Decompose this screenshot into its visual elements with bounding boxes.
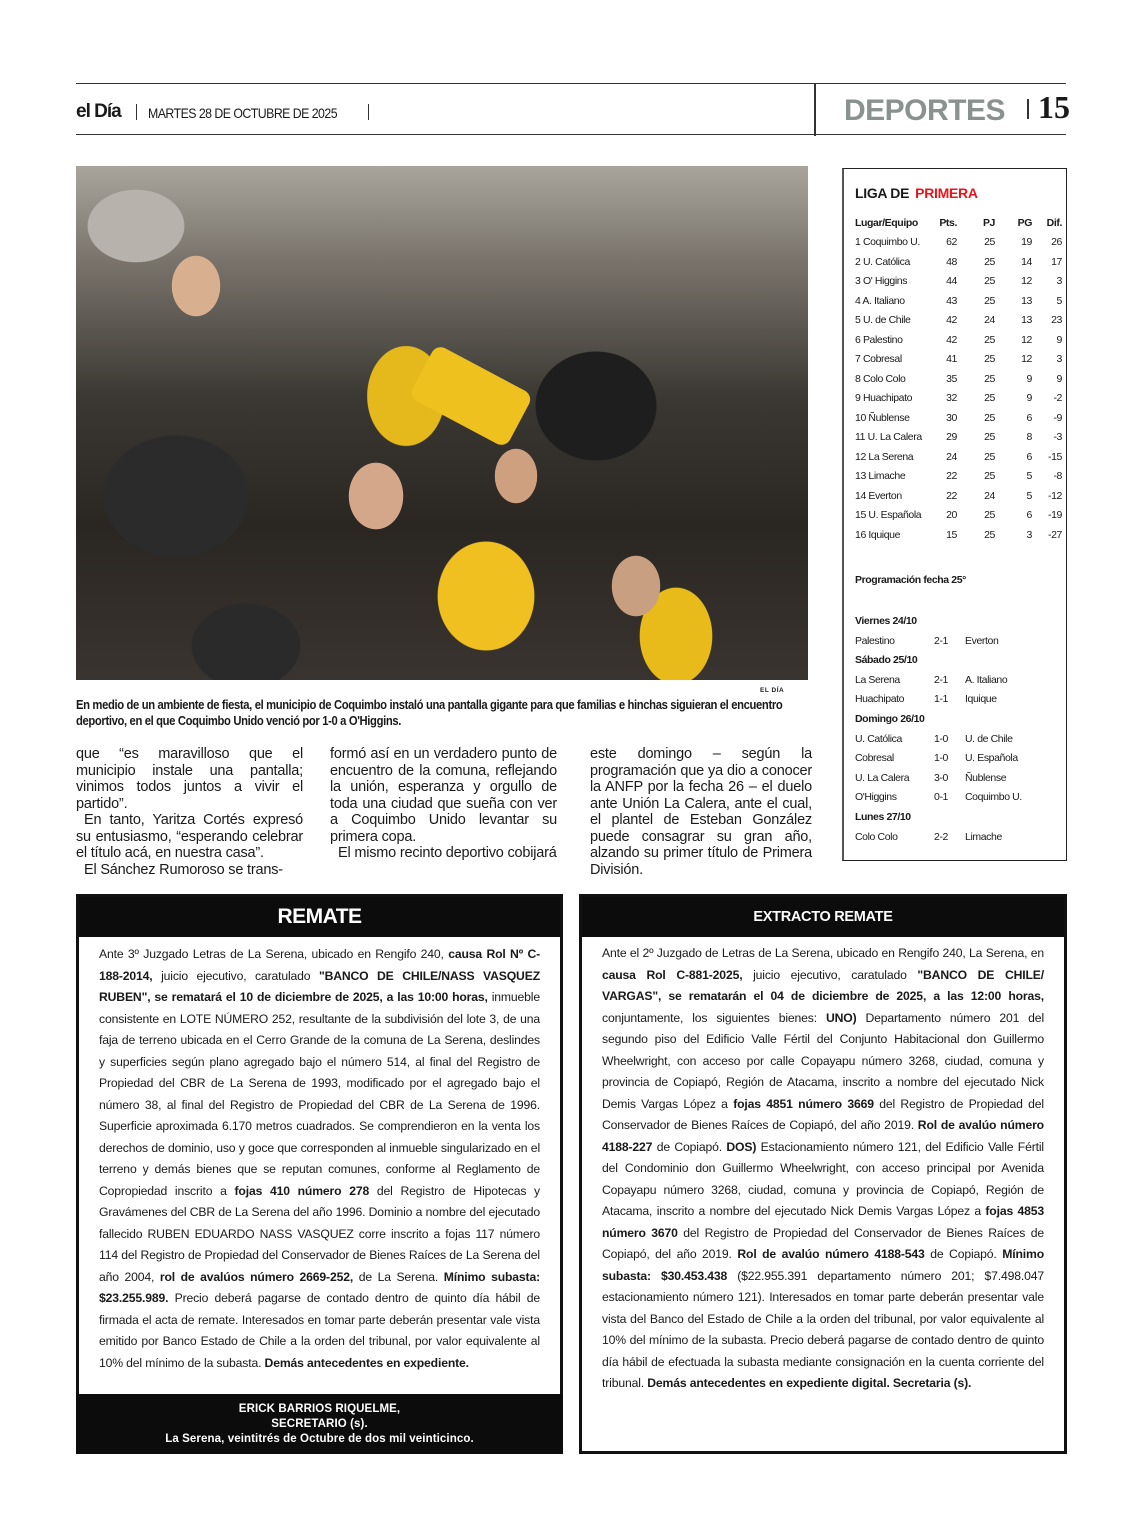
fixture-away: A. Italiano <box>965 673 1008 686</box>
text: conjuntamente, los siguientes bienes: <box>602 1010 826 1025</box>
paragraph: El Sánchez Rumoroso se trans- <box>84 861 283 878</box>
cell-team: 9 Huachipato <box>855 392 913 405</box>
fixture-home: Cobresal <box>855 752 894 765</box>
cell-pts: 42 <box>946 333 957 346</box>
cell-team: 7 Cobresal <box>855 353 902 366</box>
fixture-row <box>855 690 1055 710</box>
cell-pts: 15 <box>946 528 957 541</box>
fixture-score: 0-1 <box>934 791 948 804</box>
page-number: 15 <box>1038 89 1070 125</box>
cell-pts: 29 <box>946 431 957 444</box>
text: del Registro de Propiedad del Conservador de Bienes Raíces de Copiapó, del año 2019. <box>602 1225 1044 1261</box>
fixture-row <box>855 788 1055 808</box>
cell-pts: 30 <box>946 411 957 424</box>
cell-pts: 42 <box>946 314 957 327</box>
newspaper-logo: el Día <box>76 101 121 122</box>
fixture-away: Coquimbo U. <box>965 791 1022 804</box>
cell-pj: 25 <box>984 450 995 463</box>
cell-pg: 19 <box>1021 236 1032 249</box>
text: Ante el 2º Juzgado de Letras de La Serena, ubicado en Rengifo 240, La Serena, en <box>602 946 1044 960</box>
text: juicio ejecutivo, caratulado <box>152 968 319 983</box>
paragraph: este domingo – según la programación que ya dio a conocer la ANFP por la fecha 26 – el duelo ante Unión La Calera, ante el cual, el plantel de Esteban González puede consagrar su gran año, alzando su primer título de Primera División. <box>590 746 812 878</box>
cell-pts: 24 <box>946 450 957 463</box>
cell-dif: 26 <box>1051 236 1062 249</box>
table-row <box>855 311 1062 331</box>
standings-table <box>855 213 1062 545</box>
notice-title: REMATE <box>79 897 560 937</box>
fixture-home: U. Católica <box>855 732 902 745</box>
bold-text: fojas 4851 número 3669 <box>733 1096 874 1111</box>
cell-pj: 24 <box>984 314 995 327</box>
column-header: Dif. <box>1046 216 1062 229</box>
fixture-row <box>855 671 1055 691</box>
fixture-home: La Serena <box>855 673 900 686</box>
cell-dif: 17 <box>1051 255 1062 268</box>
table-header-row <box>855 213 1062 233</box>
fixture-home: Colo Colo <box>855 830 898 843</box>
cell-pts: 32 <box>946 392 957 405</box>
paragraph: En tanto, Yaritza Cortés expresó su entusiasmo, “esperando celebrar el título acá, en nuestra casa”. <box>76 812 303 861</box>
column-header: Pts. <box>939 216 957 229</box>
photo-credit: EL DÍA <box>760 687 785 694</box>
cell-team: 13 Limache <box>855 470 906 483</box>
fixture-row <box>855 828 1055 848</box>
table-row <box>855 408 1062 428</box>
cell-dif: 9 <box>1056 333 1062 346</box>
cell-pg: 6 <box>1026 450 1032 463</box>
table-row <box>855 330 1062 350</box>
article-column-3 <box>590 746 812 878</box>
fixture-score: 1-0 <box>934 732 948 745</box>
cell-dif: -19 <box>1048 509 1062 522</box>
cell-team: 8 Colo Colo <box>855 372 906 385</box>
text: del Registro de Propiedad del Conservador de Bienes Raíces de Copiapó, del año 2019. <box>602 1096 1044 1132</box>
fixture-score: 1-1 <box>934 693 948 706</box>
bold-text: Rol de avalúo número 4188-227 <box>602 1118 1044 1154</box>
text: Departamento número 201 del segundo piso del Edificio Valle Fértil del Conjunto Habitacional don Guillermo Wheelwright, con acceso por calle Copayapu número 3268, ciudad, comuna y provincia de Copiapó, Región de Atacama, inscrito a nombre del ejecutado Nick Demis Vargas López a <box>602 1010 1044 1111</box>
cell-dif: -9 <box>1053 411 1062 424</box>
table-row <box>855 233 1062 253</box>
fixture-home: Palestino <box>855 634 895 647</box>
text: juicio ejecutivo, caratulado <box>742 967 918 982</box>
table-row <box>855 369 1062 389</box>
cell-team: 14 Everton <box>855 489 902 502</box>
cell-pts: 22 <box>946 489 957 502</box>
divider <box>814 84 816 136</box>
text: de Copiapó. <box>652 1139 727 1154</box>
text: Ante 3º Juzgado Letras de La Serena, ubicado en Rengifo 240, <box>99 947 449 961</box>
cell-team: 6 Palestino <box>855 333 903 346</box>
programming-title: Programación fecha 25° <box>855 574 966 586</box>
bold-text: Mínimo subasta: $23.255.989. <box>99 1269 541 1305</box>
cell-pj: 25 <box>984 255 995 268</box>
cell-pj: 25 <box>984 392 995 405</box>
cell-pts: 20 <box>946 509 957 522</box>
cell-team: 12 La Serena <box>855 450 914 463</box>
cell-pj: 25 <box>984 275 995 288</box>
table-row <box>855 272 1062 292</box>
cell-pts: 22 <box>946 470 957 483</box>
bold-text: "BANCO DE CHILE/NASS VASQUEZ RUBEN", se rematará el 10 de diciembre de 2025, a las 10:00 horas, <box>99 968 540 1004</box>
cell-pts: 35 <box>946 372 957 385</box>
column-header: PG <box>1017 216 1032 229</box>
fixture-score: 3-0 <box>934 771 948 784</box>
fixture-score: 2-1 <box>934 634 948 647</box>
notice-title: EXTRACTO REMATE <box>582 897 1064 937</box>
page-header <box>76 83 1070 135</box>
signature-name: ERICK BARRIOS RIQUELME, <box>238 1403 401 1415</box>
cell-pg: 6 <box>1026 411 1032 424</box>
yellow-flag-shape <box>408 344 533 449</box>
text: de Copiapó. <box>924 1247 1003 1261</box>
paragraph: formó así en un verdadero punto de encuentro de la comuna, reflejando la unión, esperanza y orgullo de toda una ciudad que sueña con ver a Coquimbo Unido levantar su primera copa. <box>330 746 557 845</box>
fixture-away: U. Española <box>965 752 1018 765</box>
fixture-away: Limache <box>965 830 1002 843</box>
cell-pg: 5 <box>1026 489 1032 502</box>
cell-dif: -27 <box>1048 528 1062 541</box>
table-row <box>855 525 1062 545</box>
fixture-day: Viernes 24/10 <box>855 615 917 627</box>
cell-dif: -2 <box>1053 392 1062 405</box>
bold-text: DOS) <box>726 1139 757 1154</box>
table-row <box>855 350 1062 370</box>
cell-pg: 8 <box>1026 431 1032 444</box>
cell-pts: 48 <box>946 255 957 268</box>
bold-text: "BANCO DE CHILE/ VARGAS", se rematarán el 04 de diciembre de 2025, a las 12:00 horas, <box>602 967 1044 1003</box>
fixture-away: Ñublense <box>965 771 1007 784</box>
table-row <box>855 486 1062 506</box>
cell-pj: 25 <box>984 431 995 444</box>
cell-dif: 9 <box>1056 372 1062 385</box>
cell-dif: -8 <box>1053 470 1062 483</box>
notice-signature <box>76 1394 563 1454</box>
auction-notice <box>76 894 563 1454</box>
cell-dif: 23 <box>1051 314 1062 327</box>
cell-pj: 25 <box>984 470 995 483</box>
cell-pg: 9 <box>1026 372 1032 385</box>
fixture-away: Everton <box>965 634 999 647</box>
table-row <box>855 428 1062 448</box>
article-column-1 <box>76 746 303 878</box>
cell-pj: 25 <box>984 528 995 541</box>
cell-team: 16 Iquique <box>855 528 901 541</box>
cell-pj: 25 <box>984 372 995 385</box>
cell-dif: -15 <box>1048 450 1062 463</box>
fixtures-list <box>855 612 1055 847</box>
bold-text: causa Rol Nº C-188-2014, <box>99 947 540 983</box>
cell-pj: 25 <box>984 294 995 307</box>
bold-text: UNO) <box>825 1010 857 1025</box>
fixture-day: Sábado 25/10 <box>855 654 918 667</box>
cell-pg: 12 <box>1021 275 1032 288</box>
cell-pj: 25 <box>984 333 995 346</box>
cell-pg: 3 <box>1026 528 1032 541</box>
cell-pj: 25 <box>984 236 995 249</box>
standings-title <box>855 185 978 201</box>
signature-place-date: La Serena, veintitrés de Octubre de dos mil veinticinco. <box>165 1433 474 1445</box>
cell-team: 3 O' Higgins <box>855 275 908 288</box>
fixture-away: Iquique <box>965 693 997 706</box>
cell-dif: 5 <box>1056 294 1062 307</box>
notice-body <box>582 937 1064 1395</box>
cell-pts: 41 <box>946 353 957 366</box>
fixture-score: 2-2 <box>934 830 948 843</box>
divider <box>368 104 369 120</box>
fixture-row <box>855 730 1055 750</box>
table-row <box>855 389 1062 409</box>
cell-team: 1 Coquimbo U. <box>855 236 920 249</box>
cell-pts: 62 <box>946 236 957 249</box>
fixture-score: 2-1 <box>934 673 948 686</box>
issue-date: MARTES 28 DE OCTUBRE DE 2025 <box>148 105 338 121</box>
standings-title-text: LIGA DE <box>855 185 910 201</box>
text: inmueble consistente en LOTE NÚMERO 252, resultante de la subdivisión del lote 3, de una faja de terreno ubicada en el Cerro Grande de la comuna de La Serena, deslindes y superficies según plano agregado bajo el número 514, al final del Registro de Propiedad del CBR de La Serena de 1993, modificado por el agregado bajo el número 38, al final del Registro de Propiedad del CBR de La Serena de 1996. Superficie aproximada 6.170 metros cuadrados. Se comprendieron en la venta los derechos de dominio, uso y goce que corresponden al inmueble singularizado en el terreno y demás bienes que se reputan comunes, conforme al Reglamento de Copropiedad inscrito a <box>99 990 540 1198</box>
cell-pg: 12 <box>1021 353 1032 366</box>
table-row <box>855 252 1062 272</box>
cell-team: 4 A. Italiano <box>855 294 905 307</box>
cell-pj: 24 <box>984 489 995 502</box>
text: del Registro de Hipotecas y Gravámenes del CBR de La Serena del año 1996. Dominio a nombre del ejecutado fallecido RUBEN EDUARDO NASS VASQUEZ corre inscrito a fojas 117 número 114 del Registro de Propiedad del Conservador de Bienes Raíces de La Serena del año 2004, <box>99 1183 540 1284</box>
fixture-day: Lunes 27/10 <box>855 810 911 823</box>
standings-title-highlight: PRIMERA <box>915 185 978 201</box>
fixture-home: Huachipato <box>855 693 905 706</box>
cell-dif: -3 <box>1053 431 1062 444</box>
notice-body <box>79 937 560 1374</box>
section-title: DEPORTES <box>844 94 1006 127</box>
fixture-row <box>855 632 1055 652</box>
fixture-home: U. La Calera <box>855 771 910 784</box>
bold-text: Rol de avalúo número 4188-543 <box>737 1247 925 1261</box>
cell-pg: 14 <box>1021 255 1032 268</box>
text: ($22.955.391 departamento número 201; $7.498.047 estacionamiento número 121). Interesados en tomar parte deberán presentar vale vista del Banco del Estado de Chile a la orden del tribunal, por valor equivalente al 10% del mínimo de la subasta. Precio deberá pagarse de contado dentro de quinto día hábil de efectuada la subasta mediante consignación en la cuenta corriente del tribunal. <box>602 1268 1044 1390</box>
fixture-row <box>855 769 1055 789</box>
crowd-photo <box>76 166 808 680</box>
table-row <box>855 447 1062 467</box>
auction-extract-notice <box>579 894 1067 1454</box>
cell-pj: 25 <box>984 509 995 522</box>
cell-pg: 6 <box>1026 509 1032 522</box>
cell-pg: 13 <box>1021 294 1032 307</box>
cell-dif: 3 <box>1056 353 1062 366</box>
bold-text: fojas 4853 número 3670 <box>602 1204 1044 1240</box>
cell-team: 15 U. Española <box>855 509 922 522</box>
fixture-score: 1-0 <box>934 752 948 765</box>
cell-team: 5 U. de Chile <box>855 314 911 327</box>
cell-dif: 3 <box>1056 275 1062 288</box>
cell-pts: 44 <box>946 275 957 288</box>
cell-team: 2 U. Católica <box>855 255 910 268</box>
article-column-2 <box>330 746 557 862</box>
fixture-home: O'Higgins <box>855 791 897 804</box>
bold-text: Demás antecedentes en expediente. <box>264 1355 469 1370</box>
fixture-row <box>855 749 1055 769</box>
text: Estacionamiento número 121, del Edificio Valle Fértil del Condominio don Guillermo Wheelwright, con acceso principal por Avenida Copayapu número 3268, ciudad, comuna y provincia de Copiapó, Región de Atacama, inscrito a nombre del ejecutado Nick Demis Vargas López a <box>602 1139 1044 1218</box>
cell-dif: -12 <box>1048 489 1062 502</box>
cell-pj: 25 <box>984 411 995 424</box>
text: de La Serena. <box>353 1269 444 1284</box>
divider <box>136 104 137 120</box>
cell-pg: 13 <box>1021 314 1032 327</box>
text: Precio deberá pagarse de contado dentro de quinto día hábil de firmada el acta de remate. Interesados en tomar parte deberán presentar vale vista emitido por Banco Estado de Chile a la orden del tribunal, por valor equivalente al 10% del mínimo de la subasta. <box>99 1291 540 1370</box>
cell-pts: 43 <box>946 294 957 307</box>
league-standings-box <box>842 168 1067 861</box>
bold-text: Demás antecedentes en expediente digital. Secretaria (s). <box>647 1376 972 1390</box>
column-header: PJ <box>982 216 995 229</box>
table-row <box>855 291 1062 311</box>
bold-text: causa Rol C-881-2025, <box>602 967 743 982</box>
fixture-day: Domingo 26/10 <box>855 712 925 725</box>
photo-caption: En medio de un ambiente de fiesta, el municipio de Coquimbo instaló una pantalla gigante para que familias e hinchas siguieran el encuentro deportivo, en el que Coquimbo Unido venció por 1-0 a O'Higgins. <box>76 698 783 728</box>
paragraph: que “es maravilloso que el municipio instale una pantalla; vinimos todos juntos a vivir el partido”. <box>76 746 303 812</box>
cell-pg: 5 <box>1026 470 1032 483</box>
divider <box>1027 99 1029 119</box>
bold-text: rol de avalúos número 2669-252, <box>159 1269 354 1284</box>
bold-text: fojas 410 número 278 <box>234 1183 370 1198</box>
table-row <box>855 506 1062 526</box>
cell-pg: 9 <box>1026 392 1032 405</box>
fixture-away: U. de Chile <box>965 732 1013 745</box>
cell-pj: 25 <box>984 353 995 366</box>
signature-role: SECRETARIO (s). <box>271 1418 368 1430</box>
bold-text: Mínimo subasta: $30.453.438 <box>602 1247 1044 1283</box>
cell-team: 10 Ñublense <box>855 411 910 424</box>
cell-team: 11 U. La Calera <box>855 431 922 444</box>
cell-pg: 12 <box>1021 333 1032 346</box>
paragraph: El mismo recinto deportivo cobijará <box>338 845 557 861</box>
table-row <box>855 467 1062 487</box>
column-header: Lugar/Equipo <box>855 216 918 229</box>
